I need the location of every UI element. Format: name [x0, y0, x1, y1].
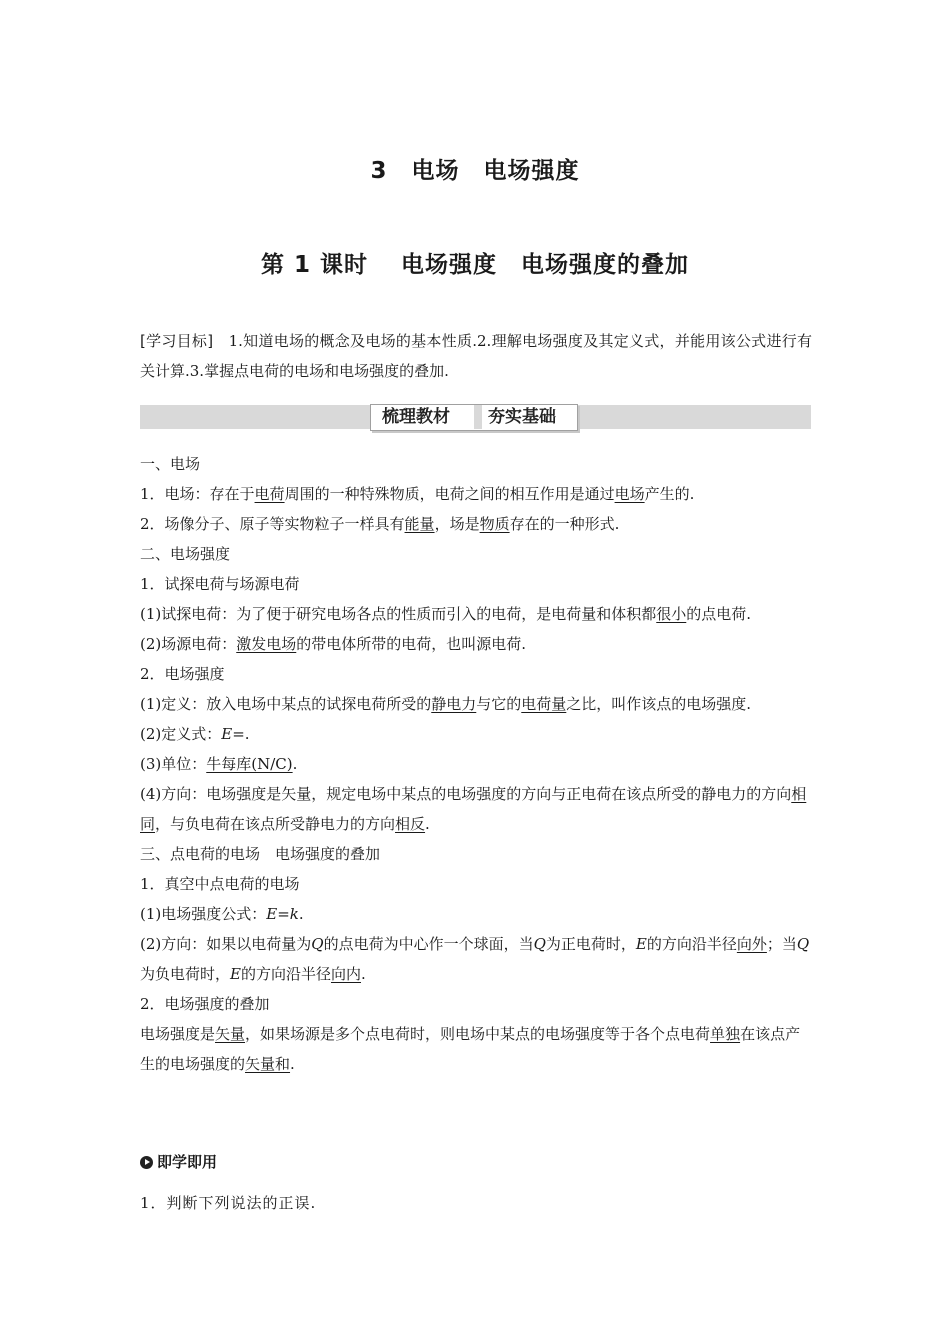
- content-body: [140, 449, 812, 1079]
- variable: E: [635, 935, 647, 953]
- text: 存在的一种形式.: [509, 515, 620, 533]
- text: ，如果场源是多个点电荷时，则电场中某点的电场强度等于各个点电荷: [245, 1025, 711, 1043]
- text: .: [361, 965, 366, 983]
- fill-answer: 电荷量: [521, 695, 567, 713]
- text: (2)定义式：: [140, 725, 222, 743]
- para-field-energy: [140, 509, 812, 539]
- text: 产生的.: [644, 485, 695, 503]
- section-title: 3 电场 电场强度: [370, 158, 580, 184]
- para-superposition: [140, 1019, 812, 1079]
- variable: Q: [796, 935, 810, 953]
- text: .: [290, 1055, 295, 1073]
- text: 的方向沿半径: [646, 935, 737, 953]
- practice-heading: [140, 1149, 217, 1175]
- text: 2．场像分子、原子等实物粒子一样具有: [140, 515, 405, 533]
- text: 电场强度是: [140, 1025, 216, 1043]
- subheading-field-strength: 2．电场强度: [140, 665, 225, 683]
- text: =.: [232, 725, 250, 743]
- banner-right-label: 夯实基础: [488, 407, 556, 427]
- text: 的点电荷为中心作一个球面，当: [323, 935, 534, 953]
- text: 的带电体所带的电荷，也叫源电荷.: [296, 635, 527, 653]
- text: =: [277, 905, 290, 923]
- text: 在该点产生的电场强度的: [140, 1025, 801, 1073]
- fill-answer: 单独: [710, 1025, 741, 1043]
- practice-label: 即学即用: [157, 1153, 218, 1171]
- text: 周围的一种特殊物质，电荷之间的相互作用是通过: [284, 485, 615, 503]
- text: ；当: [766, 935, 797, 953]
- fill-answer: 物质: [479, 515, 510, 533]
- text: 为正电荷时，: [545, 935, 636, 953]
- subheading-test-source-charge: 1．试探电荷与场源电荷: [140, 575, 300, 593]
- variable: Q: [533, 935, 546, 953]
- fill-answer: 牛每库(N/C): [206, 755, 293, 773]
- play-circle-icon: [140, 1156, 153, 1169]
- fill-answer: 能量: [404, 515, 435, 533]
- text: (1)试探电荷：为了便于研究电场各点的性质而引入的电荷，是电荷量和体积都: [140, 605, 657, 623]
- variable: E: [230, 965, 241, 983]
- text: (4)方向：电场强度是矢量，规定电场中某点的电场强度的方向与正电荷在该点所受的静电力的方向: [140, 785, 792, 803]
- text: (1)定义：放入电场中某点的试探电荷所受的: [140, 695, 432, 713]
- lesson-title: 第 1 课时 电场强度 电场强度的叠加: [260, 252, 690, 278]
- text: ，与负电荷在该点所受静电力的方向: [155, 815, 396, 833]
- text: 1．电场：存在于: [140, 485, 255, 503]
- question-1: 1．判断下列说法的正误.: [140, 1194, 317, 1212]
- variable: Q: [311, 935, 324, 953]
- text: 之比，叫作该点的电场强度.: [566, 695, 752, 713]
- fill-answer: 矢量和: [245, 1055, 291, 1073]
- fill-answer: 相反: [395, 815, 426, 833]
- text: (3)单位：: [140, 755, 207, 773]
- subheading-superposition: 2．电场强度的叠加: [140, 995, 270, 1013]
- text: .: [292, 755, 298, 773]
- text: ，场是: [434, 515, 480, 533]
- learning-goals-label: [学习目标]: [140, 332, 214, 350]
- variable: k: [289, 905, 299, 923]
- text: 的方向沿半径: [240, 965, 331, 983]
- variable: E: [221, 725, 233, 743]
- para-test-charge: [140, 599, 812, 629]
- para-source-charge: [140, 629, 812, 659]
- fill-answer: 矢量: [215, 1025, 246, 1043]
- para-point-formula: [140, 899, 812, 929]
- learning-goals-text: 1.知道电场的概念及电场的基本性质.2.理解电场强度及其定义式，并能用该公式进行有关计算.3.掌握点电荷的电场和电场强度的叠加.: [140, 332, 812, 380]
- banner-left-label: 梳理教材: [382, 407, 450, 427]
- fill-answer: 电荷: [254, 485, 285, 503]
- variable: E: [266, 905, 278, 923]
- para-unit: [140, 749, 812, 779]
- fill-answer: 很小: [656, 605, 687, 623]
- fill-answer: 电场: [614, 485, 645, 503]
- learning-goals: [140, 326, 812, 386]
- text: .: [298, 905, 304, 923]
- heading-point-charge: 三、点电荷的电场 电场强度的叠加: [140, 845, 381, 863]
- heading-electric-field: 一、电场: [140, 455, 201, 473]
- fill-answer: 静电力: [431, 695, 477, 713]
- text: 与它的: [476, 695, 522, 713]
- text: (1)电场强度公式：: [140, 905, 267, 923]
- para-direction: [140, 779, 812, 839]
- fill-answer: 相同: [140, 785, 807, 833]
- para-electric-field-def: [140, 479, 812, 509]
- para-point-direction: [140, 929, 812, 989]
- fill-answer: 向外: [736, 935, 767, 953]
- fill-answer: 激发电场: [236, 635, 297, 653]
- text: .: [425, 815, 430, 833]
- heading-field-strength: 二、电场强度: [140, 545, 231, 563]
- para-formula: [140, 719, 812, 749]
- text: 为负电荷时，: [140, 965, 231, 983]
- fill-answer: 向内: [330, 965, 361, 983]
- para-definition: [140, 689, 812, 719]
- subheading-vacuum-point-charge: 1．真空中点电荷的电场: [140, 875, 300, 893]
- section-banner-divider: [474, 405, 482, 429]
- text: (2)方向：如果以电荷量为: [140, 935, 312, 953]
- text: (2)场源电荷：: [140, 635, 237, 653]
- text: 的点电荷.: [686, 605, 752, 623]
